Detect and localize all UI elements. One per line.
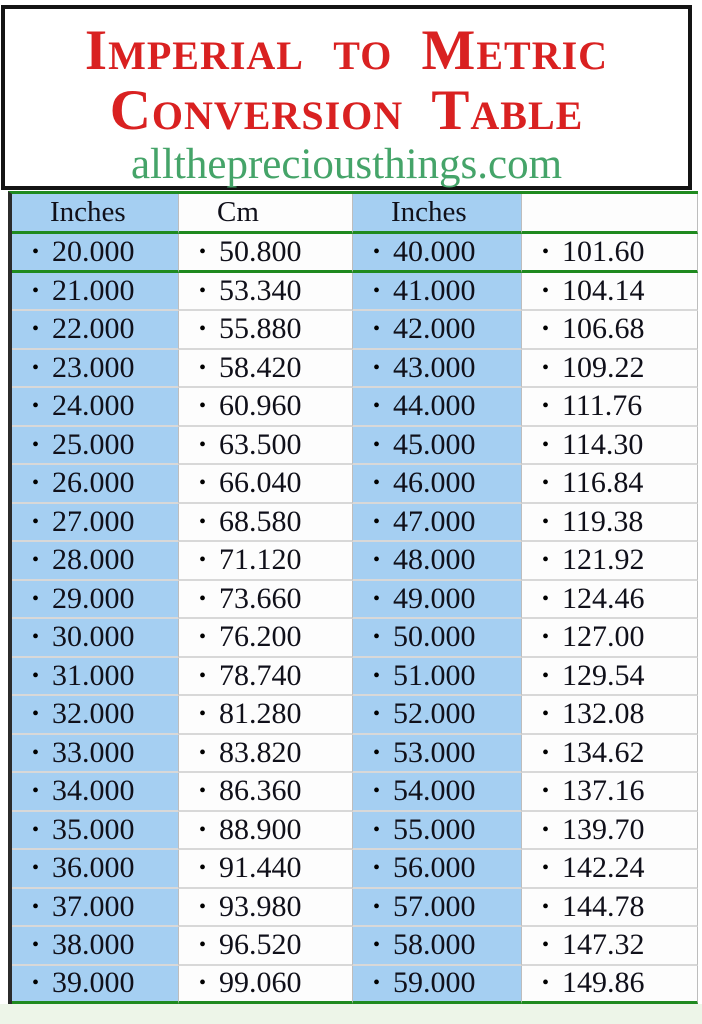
table-cell	[12, 966, 178, 1005]
cell-value: 21.000	[52, 273, 135, 307]
column-header-inches-right: Inches	[353, 194, 521, 234]
table-cell	[353, 311, 521, 350]
bullet-icon: •	[542, 587, 550, 610]
bullet-icon: •	[199, 626, 207, 649]
bullet-icon: •	[373, 279, 381, 302]
bullet-icon: •	[542, 818, 550, 841]
bullet-icon: •	[32, 818, 40, 841]
table-cell	[12, 311, 178, 350]
bullet-icon: •	[542, 895, 550, 918]
bullet-icon: •	[199, 549, 207, 572]
cell-value: 42.000	[393, 312, 476, 346]
cell-value: 56.000	[393, 851, 476, 885]
cell-value: 81.280	[219, 697, 302, 731]
cell-value: 68.580	[219, 504, 302, 538]
table-cell	[12, 619, 178, 658]
bullet-icon: •	[373, 818, 381, 841]
table-cell	[521, 234, 698, 273]
cell-value: 55.000	[393, 812, 476, 846]
bullet-icon: •	[373, 703, 381, 726]
cell-value: 114.30	[562, 427, 644, 461]
table-cell	[521, 889, 698, 928]
conversion-table	[8, 191, 698, 1004]
table-cell	[178, 350, 353, 389]
bullet-icon: •	[542, 934, 550, 957]
bullet-icon: •	[373, 664, 381, 687]
cell-value: 54.000	[393, 774, 476, 808]
cell-value: 91.440	[219, 851, 302, 885]
cell-value: 137.16	[562, 774, 645, 808]
table-cell	[178, 850, 353, 889]
bullet-icon: •	[32, 934, 40, 957]
table-cell	[353, 350, 521, 389]
bullet-icon: •	[32, 318, 40, 341]
cell-value: 83.820	[219, 735, 302, 769]
cell-value: 49.000	[393, 581, 476, 615]
cell-value: 106.68	[562, 312, 645, 346]
bullet-icon: •	[373, 510, 381, 533]
cell-value: 27.000	[52, 504, 135, 538]
table-cell	[12, 581, 178, 620]
cell-value: 93.980	[219, 889, 302, 923]
table-cell	[12, 273, 178, 312]
table-cell	[353, 735, 521, 774]
cell-value: 53.340	[219, 273, 302, 307]
bullet-icon: •	[199, 664, 207, 687]
bullet-icon: •	[32, 780, 40, 803]
cell-value: 59.000	[393, 966, 476, 1000]
bullet-icon: •	[542, 240, 550, 263]
bullet-icon: •	[542, 741, 550, 764]
bullet-icon: •	[542, 433, 550, 456]
table-cell	[12, 735, 178, 774]
cell-value: 34.000	[52, 774, 135, 808]
bullet-icon: •	[32, 972, 40, 995]
cell-value: 60.960	[219, 389, 302, 423]
table-cell	[12, 696, 178, 735]
table-cell	[353, 427, 521, 466]
bullet-icon: •	[542, 510, 550, 533]
bullet-icon: •	[373, 395, 381, 418]
cell-value: 22.000	[52, 312, 135, 346]
table-cell	[353, 388, 521, 427]
cell-value: 50.000	[393, 620, 476, 654]
cell-value: 129.54	[562, 658, 645, 692]
cell-value: 24.000	[52, 389, 135, 423]
table-cell	[178, 504, 353, 543]
bullet-icon: •	[542, 549, 550, 572]
table-cell	[353, 542, 521, 581]
table-cell	[353, 465, 521, 504]
cell-value: 76.200	[219, 620, 302, 654]
bullet-icon: •	[32, 587, 40, 610]
cell-value: 63.500	[219, 427, 302, 461]
column-header-cm-right	[521, 194, 698, 234]
bullet-icon: •	[542, 780, 550, 803]
cell-value: 43.000	[393, 350, 476, 384]
table-cell	[521, 735, 698, 774]
bullet-icon: •	[542, 395, 550, 418]
table-cell	[12, 388, 178, 427]
bullet-icon: •	[373, 356, 381, 379]
cell-value: 142.24	[562, 851, 645, 885]
table-cell	[521, 311, 698, 350]
table-cell	[178, 889, 353, 928]
bullet-icon: •	[32, 433, 40, 456]
cell-value: 96.520	[219, 928, 302, 962]
table-cell	[353, 619, 521, 658]
table-cell	[12, 350, 178, 389]
table-cell	[178, 773, 353, 812]
bullet-icon: •	[32, 857, 40, 880]
bullet-icon: •	[199, 395, 207, 418]
bullet-icon: •	[373, 549, 381, 572]
table-cell	[178, 234, 353, 273]
cell-value: 45.000	[393, 427, 476, 461]
cell-value: 104.14	[562, 273, 645, 307]
cell-value: 26.000	[52, 466, 135, 500]
cell-value: 127.00	[562, 620, 645, 654]
table-cell	[521, 812, 698, 851]
table-cell	[12, 234, 178, 273]
cell-value: 111.76	[562, 389, 643, 423]
cell-value: 44.000	[393, 389, 476, 423]
table-cell	[353, 504, 521, 543]
cell-value: 121.92	[562, 543, 645, 577]
cell-value: 51.000	[393, 658, 476, 692]
bullet-icon: •	[542, 318, 550, 341]
bullet-icon: •	[199, 510, 207, 533]
bullet-icon: •	[32, 395, 40, 418]
bullet-icon: •	[542, 972, 550, 995]
bullet-icon: •	[199, 780, 207, 803]
table-cell	[12, 850, 178, 889]
bullet-icon: •	[373, 626, 381, 649]
cell-value: 116.84	[562, 466, 644, 500]
bullet-icon: •	[542, 356, 550, 379]
bullet-icon: •	[542, 664, 550, 687]
bullet-icon: •	[373, 472, 381, 495]
cell-value: 40.000	[393, 234, 476, 268]
table-cell	[353, 927, 521, 966]
cell-value: 88.900	[219, 812, 302, 846]
bullet-icon: •	[32, 510, 40, 533]
bullet-icon: •	[373, 433, 381, 456]
bullet-icon: •	[32, 626, 40, 649]
cell-value: 134.62	[562, 735, 645, 769]
table-cell	[521, 273, 698, 312]
cell-value: 30.000	[52, 620, 135, 654]
table-cell	[353, 966, 521, 1005]
table-cell	[353, 889, 521, 928]
cell-value: 52.000	[393, 697, 476, 731]
table-cell	[521, 542, 698, 581]
bullet-icon: •	[199, 433, 207, 456]
cell-value: 99.060	[219, 966, 302, 1000]
table-cell	[12, 542, 178, 581]
bullet-icon: •	[373, 240, 381, 263]
cell-value: 147.32	[562, 928, 645, 962]
bullet-icon: •	[373, 587, 381, 610]
bullet-icon: •	[542, 279, 550, 302]
cell-value: 144.78	[562, 889, 645, 923]
table-cell	[178, 966, 353, 1005]
cell-value: 39.000	[52, 966, 135, 1000]
table-cell	[178, 388, 353, 427]
table-cell	[178, 619, 353, 658]
bullet-icon: •	[32, 703, 40, 726]
table-cell	[178, 273, 353, 312]
bullet-icon: •	[199, 240, 207, 263]
bullet-icon: •	[373, 972, 381, 995]
table-cell	[12, 889, 178, 928]
cell-value: 78.740	[219, 658, 302, 692]
cell-value: 149.86	[562, 966, 645, 1000]
table-cell	[521, 966, 698, 1005]
table-cell	[12, 658, 178, 697]
page-bottom-margin	[0, 1004, 702, 1024]
bullet-icon: •	[32, 472, 40, 495]
bullet-icon: •	[373, 780, 381, 803]
bullet-icon: •	[542, 626, 550, 649]
table-cell	[353, 850, 521, 889]
cell-value: 31.000	[52, 658, 135, 692]
cell-value: 46.000	[393, 466, 476, 500]
table-cell	[178, 696, 353, 735]
table-cell	[521, 388, 698, 427]
table-cell	[353, 696, 521, 735]
cell-value: 139.70	[562, 812, 645, 846]
bullet-icon: •	[199, 356, 207, 379]
bullet-icon: •	[373, 318, 381, 341]
cell-value: 57.000	[393, 889, 476, 923]
table-cell	[521, 658, 698, 697]
bullet-icon: •	[32, 549, 40, 572]
cell-value: 32.000	[52, 697, 135, 731]
bullet-icon: •	[199, 472, 207, 495]
table-cell	[12, 504, 178, 543]
table-cell	[12, 427, 178, 466]
table-cell	[353, 812, 521, 851]
bullet-icon: •	[199, 934, 207, 957]
cell-value: 58.420	[219, 350, 302, 384]
cell-value: 37.000	[52, 889, 135, 923]
bullet-icon: •	[373, 857, 381, 880]
table-cell	[521, 427, 698, 466]
bullet-icon: •	[32, 279, 40, 302]
table-cell	[178, 427, 353, 466]
table-cell	[353, 273, 521, 312]
bullet-icon: •	[542, 472, 550, 495]
bullet-icon: •	[199, 587, 207, 610]
cell-value: 132.08	[562, 697, 645, 731]
table-cell	[12, 927, 178, 966]
cell-value: 50.800	[219, 234, 302, 268]
column-header-cm-left: Cm	[178, 194, 353, 234]
cell-value: 66.040	[219, 466, 302, 500]
bullet-icon: •	[32, 895, 40, 918]
bullet-icon: •	[32, 356, 40, 379]
bullet-icon: •	[373, 895, 381, 918]
cell-value: 101.60	[562, 234, 645, 268]
table-cell	[178, 927, 353, 966]
cell-value: 86.360	[219, 774, 302, 808]
cell-value: 28.000	[52, 543, 135, 577]
table-cell	[178, 311, 353, 350]
bullet-icon: •	[373, 934, 381, 957]
bullet-icon: •	[542, 703, 550, 726]
cell-value: 48.000	[393, 543, 476, 577]
table-cell	[521, 581, 698, 620]
table-cell	[178, 658, 353, 697]
cell-value: 25.000	[52, 427, 135, 461]
table-cell	[353, 581, 521, 620]
cell-value: 53.000	[393, 735, 476, 769]
bullet-icon: •	[373, 741, 381, 764]
bullet-icon: •	[199, 703, 207, 726]
header-box	[1, 5, 692, 190]
bullet-icon: •	[199, 972, 207, 995]
table-cell	[521, 619, 698, 658]
bullet-icon: •	[199, 895, 207, 918]
table-cell	[521, 350, 698, 389]
bullet-icon: •	[199, 279, 207, 302]
table-cell	[521, 465, 698, 504]
bullet-icon: •	[199, 741, 207, 764]
cell-value: 58.000	[393, 928, 476, 962]
table-cell	[521, 696, 698, 735]
table-cell	[521, 504, 698, 543]
cell-value: 73.660	[219, 581, 302, 615]
cell-value: 38.000	[52, 928, 135, 962]
bullet-icon: •	[199, 857, 207, 880]
table-cell	[12, 465, 178, 504]
cell-value: 23.000	[52, 350, 135, 384]
cell-value: 55.880	[219, 312, 302, 346]
cell-value: 33.000	[52, 735, 135, 769]
bullet-icon: •	[32, 741, 40, 764]
table-cell	[353, 234, 521, 273]
page-title-line-1: Imperial to Metric	[84, 19, 609, 82]
cell-value: 47.000	[393, 504, 476, 538]
table-cell	[521, 927, 698, 966]
table-cell	[178, 542, 353, 581]
table-cell	[12, 812, 178, 851]
table-cell	[178, 735, 353, 774]
cell-value: 124.46	[562, 581, 645, 615]
cell-value: 109.22	[562, 350, 645, 384]
table-cell	[178, 465, 353, 504]
table-cell	[521, 850, 698, 889]
cell-value: 36.000	[52, 851, 135, 885]
cell-value: 71.120	[219, 543, 302, 577]
bullet-icon: •	[199, 318, 207, 341]
column-header-inches-left: Inches	[12, 194, 178, 234]
table-cell	[353, 773, 521, 812]
table-cell	[521, 773, 698, 812]
table-cell	[12, 773, 178, 812]
cell-value: 20.000	[52, 234, 135, 268]
bullet-icon: •	[199, 818, 207, 841]
table-cell	[353, 658, 521, 697]
cell-value: 41.000	[393, 273, 476, 307]
cell-value: 119.38	[562, 504, 644, 538]
table-cell	[178, 581, 353, 620]
cell-value: 29.000	[52, 581, 135, 615]
page-title-line-2: Conversion Table	[109, 79, 584, 142]
table-cell	[178, 812, 353, 851]
cell-value: 35.000	[52, 812, 135, 846]
bullet-icon: •	[32, 240, 40, 263]
bullet-icon: •	[32, 664, 40, 687]
website-url: allthepreciousthings.com	[130, 141, 563, 188]
bullet-icon: •	[542, 857, 550, 880]
